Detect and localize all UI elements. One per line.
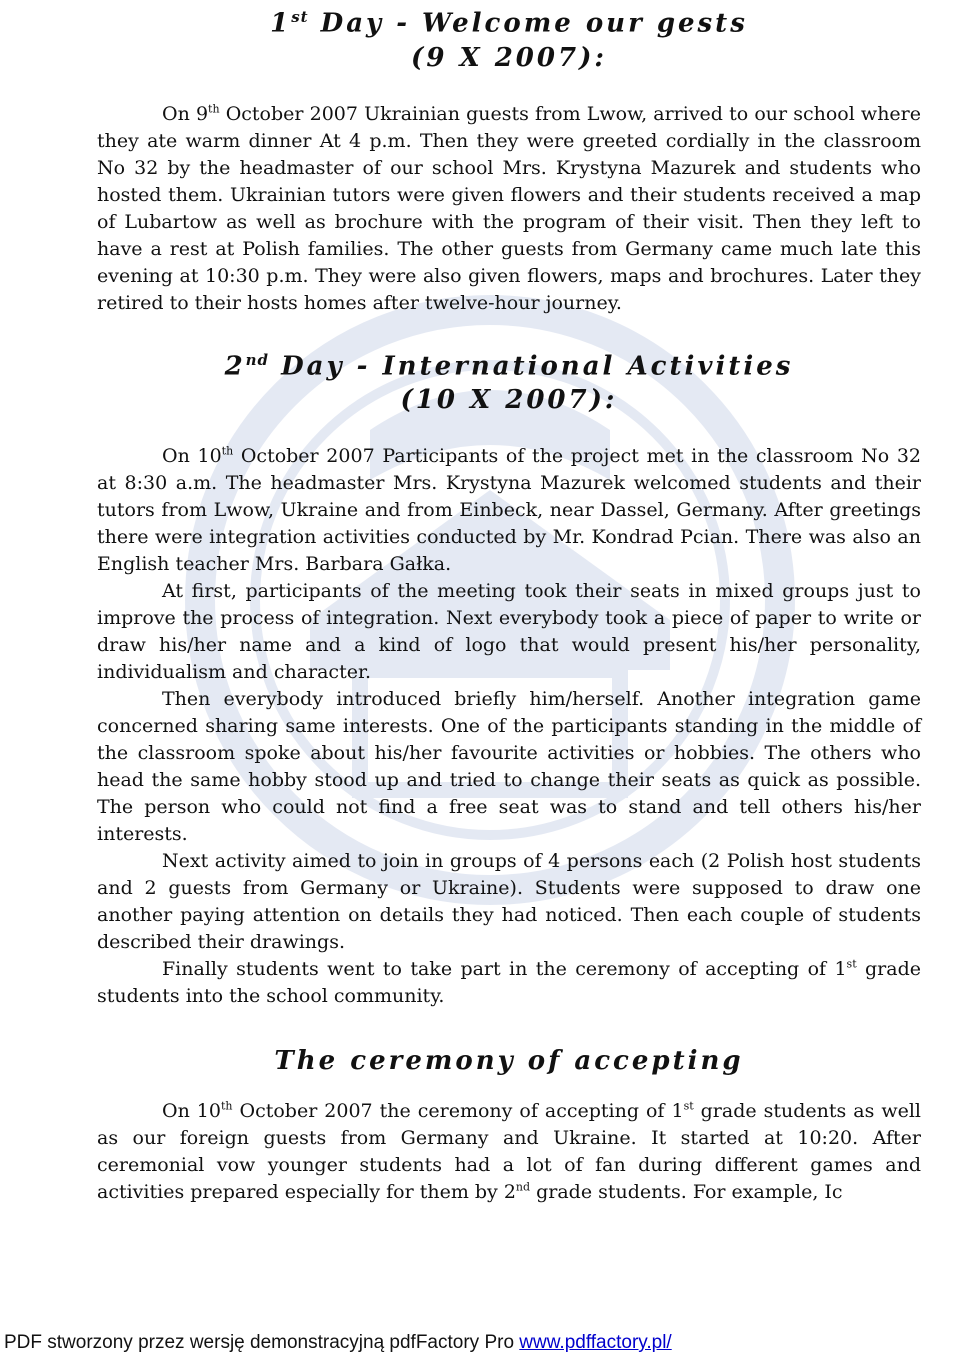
- day1-heading-date: (9 X 2007):: [411, 42, 607, 73]
- day1-paragraph: [97, 101, 921, 317]
- pdf-footer: [0, 1328, 960, 1358]
- ceremony-paragraph: [97, 1098, 921, 1206]
- day2-heading-number: 2: [224, 351, 246, 382]
- ceremony-p1-part3: grade students as well as our foreign guests from Germany and Ukraine. It started at 10:20. After ceremonial vow younger students had a lot of fan during different games and activities prepared especially for them by 2: [97, 1100, 922, 1204]
- day2-p5-start: Finally students went to take part in the ceremony of accepting of 1: [162, 958, 847, 981]
- ceremony-p1-sup2: st: [683, 1099, 694, 1113]
- day2-p5-rest: grade students into the school community.: [97, 958, 921, 1008]
- day2-paragraph-5: [97, 956, 921, 1010]
- footer-link[interactable]: www.pdffactory.pl/: [519, 1332, 672, 1353]
- day2-paragraph-2: At first, participants of the meeting took their seats in mixed groups just to improve the process of integration. Next everybody took a piece of paper to write or draw his/her name and a kind of logo that would present his/her personality, individualism and character.: [97, 580, 921, 684]
- day2-paragraph-1: [97, 443, 921, 578]
- day2-paragraph-4: Next activity aimed to join in groups of 4 persons each (2 Polish host students and 2 guests from Germany or Ukraine). Students were supposed to draw one another paying attention on details they had noticed. Then each couple of students described their drawings.: [97, 850, 921, 954]
- day2-heading-sup: nd: [245, 350, 270, 369]
- day2-p1-rest: October 2007 Participants of the project met in the classroom No 32 at 8:30 a.m. The headmaster Mrs. Krystyna Mazurek welcomed students and their tutors from Lwow, Ukraine and from Einbeck, near Dassel, Germany. After greetings there were integration activities conducted by Mr. Kondrad Pcian. There was also an English teacher Mrs. Barbara Gałka.: [97, 445, 922, 576]
- ceremony-p1-sup3: nd: [515, 1180, 531, 1194]
- day1-heading-number: 1: [270, 8, 292, 39]
- day2-heading-title: Day - International Activities: [269, 351, 794, 382]
- day2-heading: [97, 343, 921, 418]
- ceremony-p1-part2: October 2007 the ceremony of accepting of 1: [232, 1100, 684, 1123]
- day1-heading-sup: st: [291, 8, 309, 26]
- ceremony-p1-start: On 10: [162, 1100, 221, 1123]
- day2-p1-sup: th: [221, 444, 234, 458]
- document-page: [97, 0, 921, 1206]
- footer-text: PDF stworzony przez wersję demonstracyjną pdfFactory Pro: [4, 1332, 520, 1353]
- day1-heading: [97, 0, 921, 75]
- day2-p5-sup: st: [846, 957, 857, 971]
- day1-p1-rest: October 2007 Ukrainian guests from Lwow, arrived to our school where they ate warm dinner At 4 p.m. Then they were greeted cordially in the classroom No 32 by the headmaster of our school Mrs. Krystyna Mazurek and students who hosted them. Ukrainian tutors were given flowers and their students received a map of Lubartow as well as brochure with the program of their visit. Then they left to have a rest at Polish families. The other guests from Germany came much late this evening at 10:30 p.m. They were also given flowers, maps and brochures. Later they retired to their hosts homes after twelve-hour journey.: [97, 102, 921, 314]
- day2-heading-date: (10 X 2007):: [400, 385, 618, 416]
- ceremony-p1-sup1: th: [221, 1099, 233, 1113]
- day1-heading-title: Day - Welcome our gests: [308, 8, 748, 39]
- day1-p1-sup: th: [208, 102, 220, 116]
- ceremony-heading: The ceremony of accepting: [274, 1046, 744, 1077]
- day1-p1-start: On 9: [162, 102, 209, 125]
- ceremony-p1-part4: grade students. For example, Ic: [530, 1181, 843, 1204]
- day2-p1-start: On 10: [162, 445, 222, 468]
- day2-paragraph-3: Then everybody introduced briefly him/herself. Another integration game concerned sharing same interests. One of the participants standing in the middle of the classroom spoke about his/her favourite activities or hobbies. The others who head the same hobby stood up and tried to change their seats as quick as possible. The person who could not find a free seat was to stand and tell others his/her interests.: [97, 688, 921, 846]
